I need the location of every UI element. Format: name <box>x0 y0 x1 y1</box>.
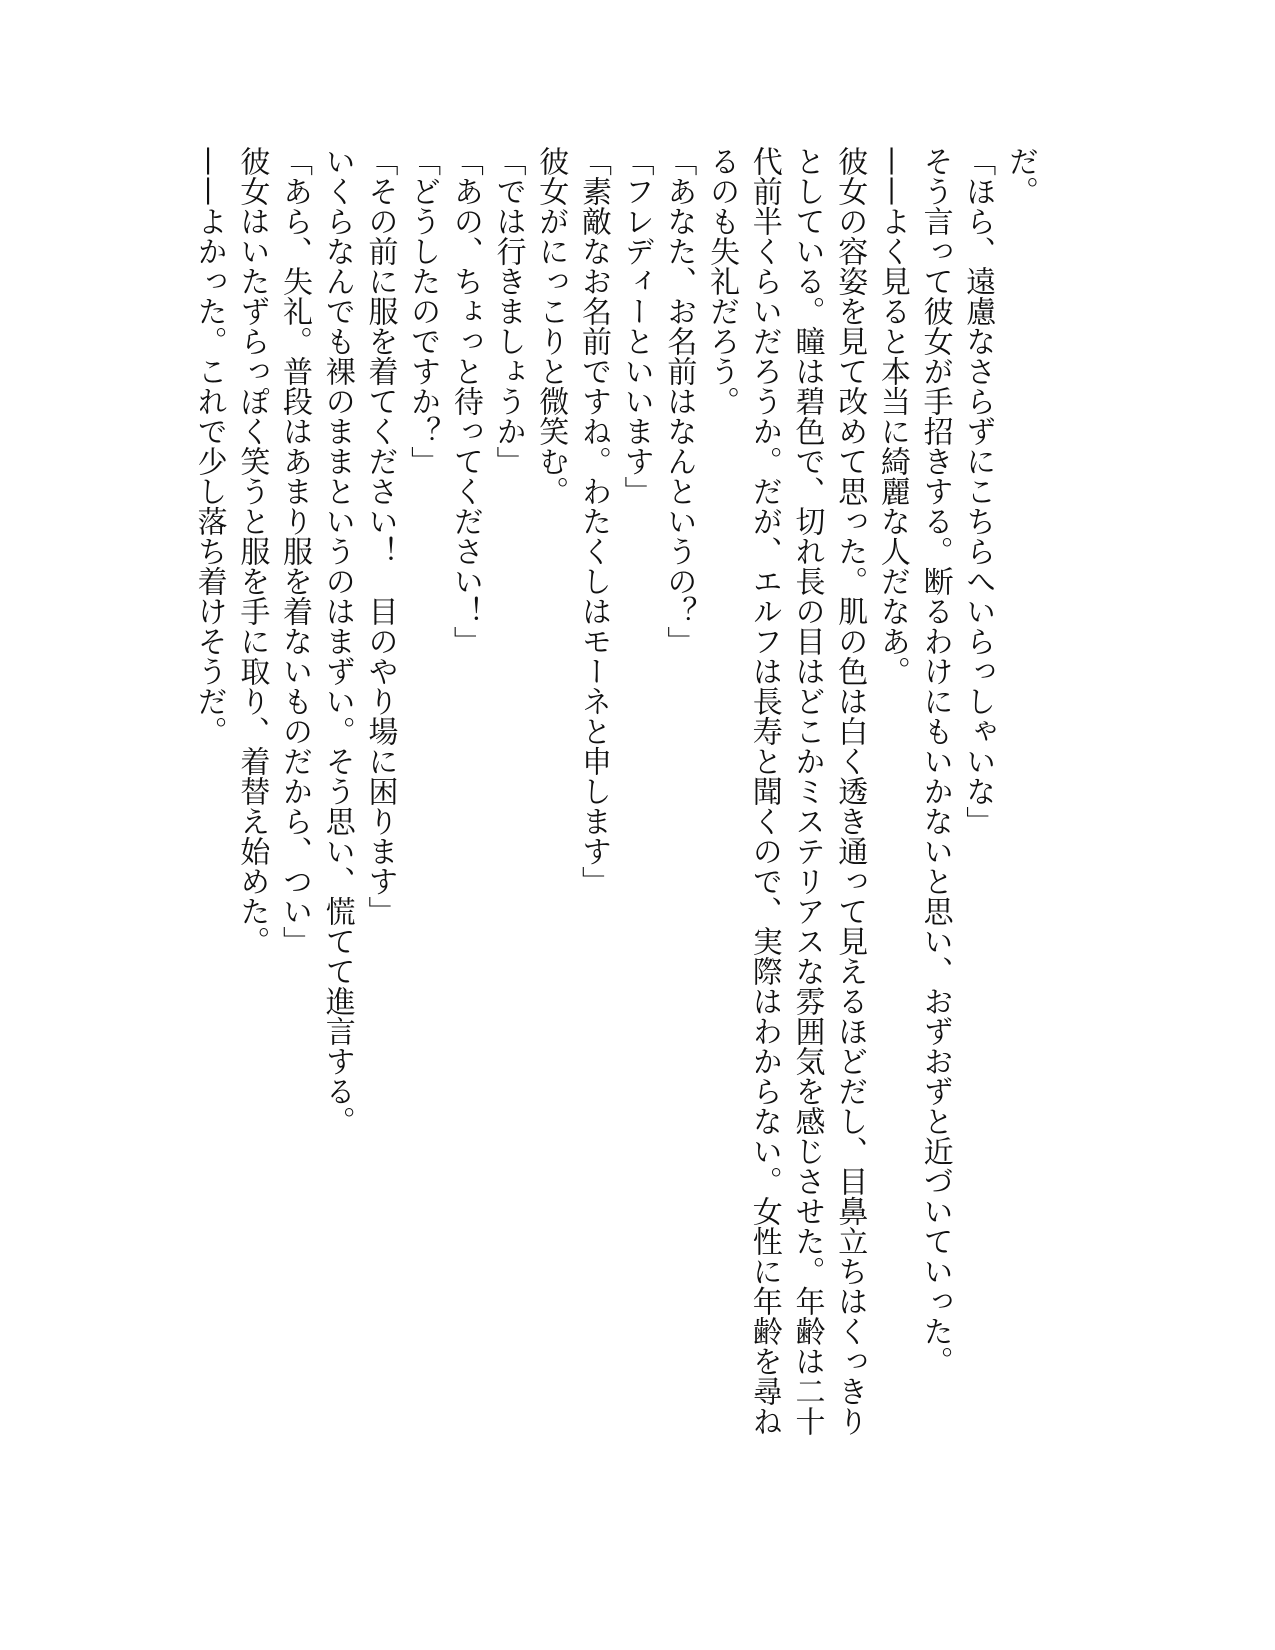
text-line: 「その前に服を着てください！ 目のやり場に困ります」 <box>362 146 398 926</box>
text-line: 「フレディーといいます」 <box>618 146 654 506</box>
text-line: 彼女はいたずらっぽく笑うと服を手に取り、着替え始めた。 <box>234 146 270 956</box>
text-line: 彼女の容姿を見て改めて思った。肌の色は白く透き通って見えるほどだし、目鼻立ちはくっきり <box>832 146 868 1436</box>
text-line: ——よかった。これで少し落ち着けそうだ。 <box>191 146 227 746</box>
text-line: 彼女がにっこりと微笑む。 <box>533 146 569 506</box>
text-line: 「どうしたのですか？」 <box>405 146 441 476</box>
text-line: 「あの、ちょっと待ってください！」 <box>447 146 483 656</box>
text-line: るのも失礼だろう。 <box>704 146 740 416</box>
text-line: 「あら、失礼。普段はあまり服を着ないものだから、つい」 <box>277 146 313 956</box>
text-line: いくらなんでも裸のままというのはまずい。そう思い、慌てて進言する。 <box>319 146 355 1136</box>
text-line: 代前半くらいだろうか。だが、エルフは長寿と聞くので、実際はわからない。女性に年齢を尋ね <box>746 146 782 1436</box>
text-line: 「あなた、お名前はなんというの？」 <box>661 146 697 656</box>
text-line: そう言って彼女が手招きする。断るわけにもいかないと思い、おずおずと近づいていった。 <box>917 146 953 1376</box>
text-line: 「では行きましょうか」 <box>490 146 526 476</box>
text-line: 「ほら、遠慮なさらずにこちらへいらっしゃいな」 <box>960 146 996 836</box>
text-line: だ。 <box>1003 146 1038 206</box>
text-line: ——よく見ると本当に綺麗な人だなあ。 <box>874 146 910 686</box>
text-line: 「素敵なお名前ですね。わたくしはモーネと申します」 <box>575 146 611 896</box>
vertical-text-body <box>187 146 1041 1446</box>
text-line: としている。瞳は碧色で、切れ長の目はどこかミステリアスな雰囲気を感じさせた。年齢は二十 <box>789 146 825 1436</box>
